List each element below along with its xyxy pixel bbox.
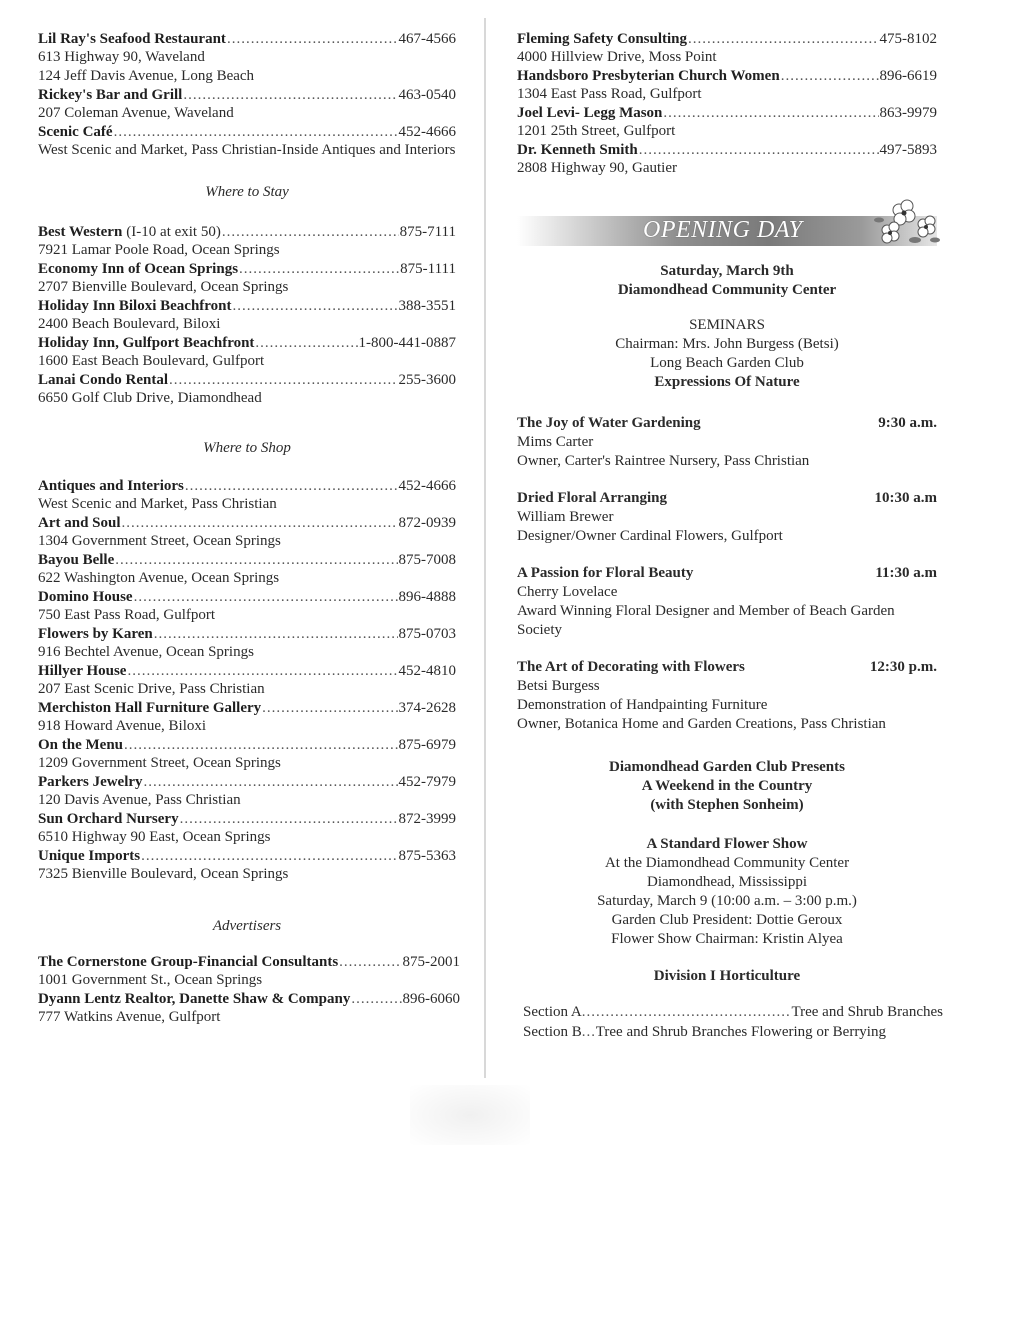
- listing-name: Hillyer House: [38, 663, 127, 679]
- listing-address: 6650 Golf Club Drive, Diamondhead: [38, 390, 262, 406]
- section-row: [523, 1002, 943, 1022]
- listing-phone: 1-800-441-0887: [358, 335, 456, 351]
- seminar-speaker: Cherry Lovelace: [517, 584, 618, 600]
- listing-entry: [38, 334, 456, 371]
- flower-show-line: Saturday, March 9 (10:00 a.m. – 3:00 p.m.): [597, 893, 857, 909]
- seminar-list: [517, 414, 937, 734]
- listing-entry: [38, 223, 456, 260]
- listing-entry: [38, 810, 456, 847]
- listing-address: 1600 East Beach Boulevard, Gulfport: [38, 353, 265, 369]
- listing-entry: [38, 990, 460, 1027]
- listing-phone: 875-5363: [398, 848, 456, 864]
- listing-address: 750 East Pass Road, Gulfport: [38, 607, 216, 623]
- flower-cluster-icon: [869, 196, 941, 252]
- listing-entry: [38, 477, 456, 514]
- listing-address: 207 Coleman Avenue, Waveland: [38, 105, 234, 121]
- flower-show-title: A Standard Flower Show: [646, 836, 808, 852]
- listing-entry: [517, 141, 937, 178]
- listing-address: 916 Bechtel Avenue, Ocean Springs: [38, 644, 254, 660]
- listing-entry: [38, 662, 456, 699]
- listing-entry: [38, 736, 456, 773]
- listing-phone: 467-4566: [398, 31, 456, 47]
- listing-entry: [38, 551, 456, 588]
- flower-show-line: Garden Club President: Dottie Geroux: [611, 912, 843, 928]
- listing-address: West Scenic and Market, Pass Christian-Inside Antiques and Interiors: [38, 142, 456, 158]
- left-column: [38, 30, 460, 1027]
- listing-name: Antiques and Interiors: [38, 478, 184, 494]
- seminar-detail: Designer/Owner Cardinal Flowers, Gulfport: [517, 528, 783, 544]
- listing-name: Fleming Safety Consulting: [517, 31, 688, 47]
- event-header: [517, 262, 937, 392]
- listing-name: Handsboro Presbyterian Church Women: [517, 68, 780, 84]
- listing-name: Merchiston Hall Furniture Gallery: [38, 700, 262, 716]
- flower-show-line: At the Diamondhead Community Center: [604, 855, 850, 871]
- listing-entry: [517, 30, 937, 67]
- garden-club-name: Long Beach Garden Club: [650, 355, 804, 371]
- listing-entry: [38, 847, 456, 884]
- right-column: [517, 30, 943, 1042]
- seminars-theme: Expressions Of Nature: [654, 374, 800, 390]
- listing-phone: 452-4810: [398, 663, 456, 679]
- seminar-title: Dried Floral Arranging: [517, 490, 667, 506]
- advertisers-listing: [38, 953, 460, 1027]
- listing-name: Scenic Café: [38, 124, 113, 140]
- listing-address: 7325 Bienville Boulevard, Ocean Springs: [38, 866, 289, 882]
- flower-show-block: [517, 835, 937, 949]
- listing-address: 1304 East Pass Road, Gulfport: [517, 86, 702, 102]
- listing-name: Domino House: [38, 589, 133, 605]
- shop-listing: [38, 477, 456, 884]
- listing-entry: [38, 625, 456, 662]
- listing-address: 1304 Government Street, Ocean Springs: [38, 533, 281, 549]
- listing-phone: 872-3999: [398, 811, 456, 827]
- listing-name: Unique Imports: [38, 848, 141, 864]
- listing-entry: [38, 30, 456, 86]
- seminar-item: [517, 414, 937, 471]
- seminar-title: The Art of Decorating with Flowers: [517, 659, 745, 675]
- listing-address: 207 East Scenic Drive, Pass Christian: [38, 681, 265, 697]
- listing-address: 6510 Highway 90 East, Ocean Springs: [38, 829, 271, 845]
- event-venue: Diamondhead Community Center: [617, 282, 837, 298]
- seminar-title: The Joy of Water Gardening: [517, 415, 701, 431]
- listing-phone: 463-0540: [398, 87, 456, 103]
- seminar-detail: Demonstration of Handpainting Furniture: [517, 697, 768, 713]
- scan-shadow: [410, 1085, 530, 1145]
- presents-line: A Weekend in the Country: [641, 778, 813, 794]
- seminars-title: SEMINARS: [689, 317, 765, 333]
- seminar-detail: Award Winning Floral Designer and Member of Beach Garden Society: [517, 603, 895, 638]
- section-list: [523, 1002, 943, 1042]
- listing-name: Art and Soul: [38, 515, 121, 531]
- seminar-time: 10:30 a.m: [874, 490, 937, 506]
- seminar-detail: Owner, Botanica Home and Garden Creations, Pass Christian: [517, 716, 886, 732]
- listing-phone: 452-7979: [398, 774, 456, 790]
- listing-entry: [38, 123, 456, 160]
- section-label: Section A: [523, 1004, 582, 1020]
- seminar-item: [517, 658, 937, 734]
- listing-address: 622 Washington Avenue, Ocean Springs: [38, 570, 280, 586]
- presents-block: [517, 758, 937, 815]
- listing-name: Lil Ray's Seafood Restaurant: [38, 31, 226, 47]
- listing-phone: 875-7008: [398, 552, 456, 568]
- listing-address: 2400 Beach Boulevard, Biloxi: [38, 316, 221, 332]
- top-listing-right: [517, 30, 937, 178]
- seminars-chairman: Chairman: Mrs. John Burgess (Betsi): [615, 336, 839, 352]
- seminar-speaker: Betsi Burgess: [517, 678, 600, 694]
- listing-phone: 896-6060: [402, 991, 460, 1007]
- listing-name: Dyann Lentz Realtor, Danette Shaw & Company: [38, 991, 351, 1007]
- listing-entry: [38, 588, 456, 625]
- listing-entry: [38, 514, 456, 551]
- listing-phone: 388-3551: [398, 298, 456, 314]
- listing-phone: 374-2628: [398, 700, 456, 716]
- listing-entry: [38, 773, 456, 810]
- listing-name: Bayou Belle: [38, 552, 115, 568]
- listing-address: 1201 25th Street, Gulfport: [517, 123, 676, 139]
- page-fold: [484, 18, 486, 1078]
- where-to-shop-heading: Where to Shop: [203, 440, 291, 456]
- listing-note: (I-10 at exit 50): [126, 224, 221, 240]
- seminar-item: [517, 489, 937, 546]
- listing-address: 1001 Government St., Ocean Springs: [38, 972, 263, 988]
- flower-show-line: Flower Show Chairman: Kristin Alyea: [611, 931, 843, 947]
- listing-address: 2808 Highway 90, Gautier: [517, 160, 677, 176]
- banner-title: OPENING DAY: [643, 217, 803, 243]
- advertisers-heading: Advertisers: [212, 918, 282, 934]
- listing-address: 918 Howard Avenue, Biloxi: [38, 718, 207, 734]
- stay-listing: [38, 223, 456, 408]
- listing-phone: 475-8102: [879, 31, 937, 47]
- section-row: [523, 1022, 943, 1042]
- listing-name: Parkers Jewelry: [38, 774, 143, 790]
- listing-name: On the Menu: [38, 737, 124, 753]
- listing-phone: 875-6979: [398, 737, 456, 753]
- where-to-stay-heading: Where to Stay: [205, 184, 289, 200]
- listing-phone: 896-6619: [879, 68, 937, 84]
- listing-entry: [517, 67, 937, 104]
- listing-name: Economy Inn of Ocean Springs: [38, 261, 239, 277]
- listing-name: Flowers by Karen: [38, 626, 153, 642]
- listing-address: 7921 Lamar Poole Road, Ocean Springs: [38, 242, 280, 258]
- listing-address: 120 Davis Avenue, Pass Christian: [38, 792, 241, 808]
- listing-phone: 872-0939: [398, 515, 456, 531]
- listing-phone: 875-2001: [402, 954, 460, 970]
- listing-name: Joel Levi- Legg Mason: [517, 105, 663, 121]
- listing-name: Lanai Condo Rental: [38, 372, 169, 388]
- listing-entry: [38, 86, 456, 123]
- listing-phone: 452-4666: [398, 478, 456, 494]
- listing-address: 4000 Hillview Drive, Moss Point: [517, 49, 717, 65]
- listing-address: 2707 Bienville Boulevard, Ocean Springs: [38, 279, 289, 295]
- listing-name: The Cornerstone Group-Financial Consultants: [38, 954, 339, 970]
- event-date: Saturday, March 9th: [660, 263, 794, 279]
- section-description: Tree and Shrub Branches: [791, 1004, 943, 1020]
- listing-address: West Scenic and Market, Pass Christian: [38, 496, 277, 512]
- listing-entry: [38, 953, 460, 990]
- section-label: Section B: [523, 1024, 582, 1040]
- listing-name: Sun Orchard Nursery: [38, 811, 179, 827]
- presents-line: (with Stephen Sonheim): [650, 797, 804, 813]
- seminar-time: 11:30 a.m: [875, 565, 937, 581]
- presents-line: Diamondhead Garden Club Presents: [608, 759, 845, 775]
- listing-entry: [38, 699, 456, 736]
- section-description: Tree and Shrub Branches Flowering or Berrying: [595, 1024, 886, 1040]
- listing-name: Rickey's Bar and Grill: [38, 87, 183, 103]
- listing-name: Holiday Inn, Gulfport Beachfront: [38, 335, 255, 351]
- listing-name: Holiday Inn Biloxi Beachfront: [38, 298, 232, 314]
- listing-entry: [38, 260, 456, 297]
- listing-phone: 896-4888: [398, 589, 456, 605]
- listing-address: 777 Watkins Avenue, Gulfport: [38, 1009, 221, 1025]
- division-heading: Division I Horticulture: [653, 968, 801, 984]
- listing-phone: 875-0703: [398, 626, 456, 642]
- seminar-title: A Passion for Floral Beauty: [517, 565, 694, 581]
- listing-entry: [38, 371, 456, 408]
- top-listing-left: [38, 30, 456, 160]
- listing-address: 1209 Government Street, Ocean Springs: [38, 755, 281, 771]
- listing-phone: 875-7111: [399, 224, 456, 240]
- listing-phone: 875-1111: [400, 261, 456, 277]
- listing-phone: 497-5893: [879, 142, 937, 158]
- listing-address: 613 Highway 90, Waveland 124 Jeff Davis Avenue, Long Beach: [38, 49, 255, 84]
- listing-phone: 863-9979: [879, 105, 937, 121]
- seminar-speaker: Mims Carter: [517, 434, 594, 450]
- listing-phone: 452-4666: [398, 124, 456, 140]
- seminar-detail: Owner, Carter's Raintree Nursery, Pass Christian: [517, 453, 810, 469]
- listing-entry: [517, 104, 937, 141]
- seminar-time: 12:30 p.m.: [869, 659, 937, 675]
- opening-day-banner: [517, 216, 937, 246]
- seminar-time: 9:30 a.m.: [878, 415, 937, 431]
- seminar-item: [517, 564, 937, 640]
- listing-name: Dr. Kenneth Smith: [517, 142, 638, 158]
- seminar-speaker: William Brewer: [517, 509, 614, 525]
- listing-entry: [38, 297, 456, 334]
- listing-phone: 255-3600: [398, 372, 456, 388]
- listing-name: Best Western: [38, 224, 123, 240]
- flower-show-line: Diamondhead, Mississippi: [647, 874, 807, 890]
